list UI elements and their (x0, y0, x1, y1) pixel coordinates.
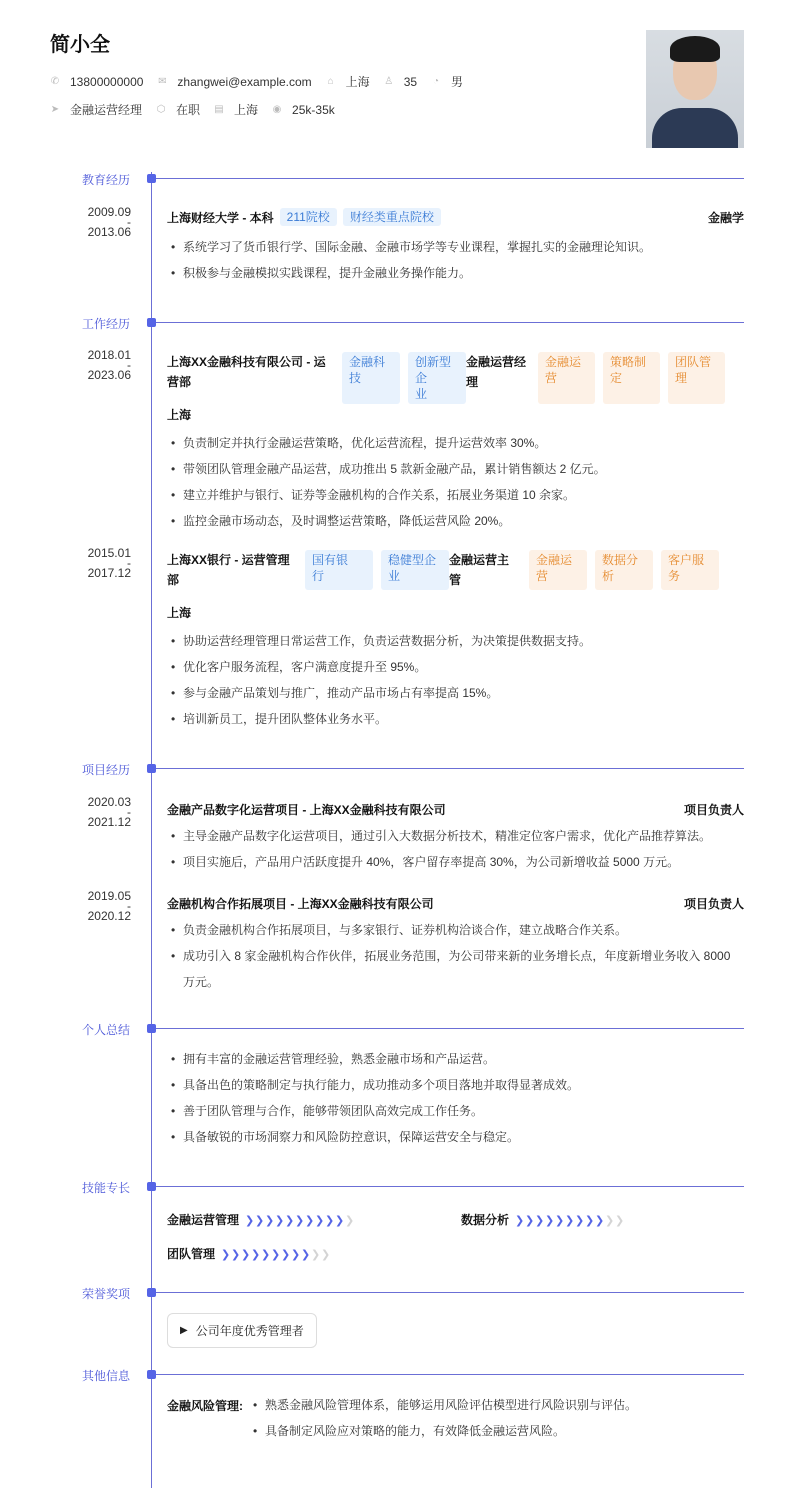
date-separator: - (127, 805, 131, 819)
tag-line: 金融运 (545, 355, 582, 369)
bullet-item: • 负责金融机构合作拓展项目，与多家银行、证券机构洽谈合作，建立战略合作关系。 (167, 917, 744, 943)
role-line: 理 (466, 375, 479, 389)
chevron-icon: ❯ (575, 1215, 583, 1228)
skill-tag (538, 352, 595, 404)
section-marker (147, 1024, 156, 1033)
chevron-icon: ❯ (615, 1215, 623, 1228)
chevron-icon: ❯ (291, 1249, 299, 1262)
skill-level-bar (221, 1248, 331, 1261)
end-date: 2017.12 (87, 566, 131, 580)
company-tag (305, 550, 373, 590)
tag-line: 营 (536, 569, 549, 583)
tag-line: 业 (388, 569, 401, 583)
company-tag (381, 550, 449, 590)
project-role: 项目负责人 (683, 897, 744, 911)
end-date: 2020.12 (87, 909, 131, 923)
bullet-item: • 优化客户服务流程，客户满意度提升至 95%。 (167, 654, 744, 680)
tag-line: 创新型企 (415, 355, 452, 385)
school-degree: 上海财经大学 - 本科 (167, 210, 274, 225)
tag-line: 策略制 (610, 355, 647, 369)
bullet-item: • 熟悉金融风险管理体系，能够运用风险评估模型进行风险识别与评估。 (249, 1392, 744, 1418)
skill-item (167, 1211, 355, 1228)
major: 金融学 (707, 210, 744, 225)
chevron-icon: ❯ (221, 1249, 229, 1262)
age: 35 (403, 74, 418, 89)
tag-line: 业 (415, 387, 428, 401)
bullet-item: • 建立并维护与银行、证券等金融机构的合作关系，拓展业务渠道 10 余家。 (167, 482, 744, 508)
company (167, 550, 297, 590)
section-title: 其他信息 (81, 1369, 130, 1383)
job-title: 金融运营经理 (70, 103, 143, 117)
chevron-icon: ❯ (315, 1215, 323, 1228)
school-tag: 211院校 (280, 208, 337, 226)
end-date: 2013.06 (87, 225, 131, 239)
tag-line: 团队管 (675, 355, 712, 369)
project-role: 项目负责人 (683, 803, 744, 817)
chevron-icon: ❯ (605, 1215, 613, 1228)
project-name: 金融机构合作拓展项目 - 上海XX金融科技有限公司 (167, 897, 434, 911)
gender: 男 (451, 75, 464, 89)
job-header (167, 550, 744, 590)
role-line: 管 (449, 573, 462, 587)
job-status: 在职 (176, 103, 201, 117)
section-title: 技能专长 (81, 1181, 130, 1195)
home-icon: ⌂ (327, 76, 334, 87)
bullet-list (167, 628, 744, 732)
tag-line: 务 (668, 569, 681, 583)
chevron-icon: ❯ (261, 1249, 269, 1262)
age-icon: ♙ (384, 76, 394, 87)
chevron-icon: ❯ (251, 1249, 259, 1262)
tag-line: 金融运 (536, 553, 573, 567)
chevron-icon: ❯ (275, 1215, 283, 1228)
project-header (167, 801, 744, 818)
bullet-item: • 负责制定并执行金融运营策略，优化运营流程，提升运营效率 30%。 (167, 430, 744, 456)
section-divider (151, 1292, 744, 1293)
tag-line: 析 (602, 569, 615, 583)
start-date: 2019.05 (87, 889, 131, 903)
bullet-list (249, 1392, 744, 1444)
job-city: 上海 (167, 408, 192, 422)
tag-line: 稳健型企 (388, 553, 437, 567)
location: 上海 (345, 75, 370, 89)
other-label: 金融风险管理: (167, 1399, 243, 1413)
building-icon: ▤ (214, 104, 224, 115)
job-city: 上海 (167, 606, 192, 620)
section-marker (147, 1288, 156, 1297)
date-range (60, 547, 131, 579)
date-range (60, 796, 131, 828)
section-title: 个人总结 (81, 1023, 130, 1037)
section-divider (151, 178, 744, 179)
chevron-icon: ❯ (241, 1249, 249, 1262)
section-marker (147, 174, 156, 183)
chevron-icon: ❯ (321, 1249, 329, 1262)
skill-tag (529, 550, 587, 590)
skill-level-bar (515, 1214, 625, 1227)
company-line: 部 (167, 573, 180, 587)
project-header (167, 895, 744, 912)
date-separator: - (127, 215, 131, 229)
chevron-icon: ❯ (555, 1215, 563, 1228)
chevron-icon: ❯ (545, 1215, 553, 1228)
chevron-icon: ❯ (325, 1215, 333, 1228)
chevron-icon: ❯ (345, 1215, 353, 1228)
chevron-icon: ❯ (515, 1215, 523, 1228)
chevron-icon: ❯ (311, 1249, 319, 1262)
chevron-icon: ❯ (525, 1215, 533, 1228)
bullet-list (167, 430, 744, 534)
tag-line: 数据分 (602, 553, 639, 567)
start-date: 2018.01 (87, 348, 131, 362)
skill-level-bar (245, 1214, 355, 1227)
skill-tag (603, 352, 660, 404)
chevron-icon: ❯ (595, 1215, 603, 1228)
tag-line: 客户服 (668, 553, 705, 567)
section-title: 工作经历 (81, 317, 130, 331)
skill-name: 数据分析 (461, 1213, 510, 1227)
tag-line: 技 (349, 371, 362, 385)
section-divider (151, 1028, 744, 1029)
job-role (466, 352, 530, 404)
tag-line: 国有银 (312, 553, 349, 567)
chevron-icon: ❯ (271, 1249, 279, 1262)
chevron-icon: ❯ (285, 1215, 293, 1228)
bullet-item: • 系统学习了货币银行学、国际金融、金融市场学等专业课程，掌握扎实的金融理论知识。 (167, 234, 744, 260)
bullet-item: • 培训新员工，提升团队整体业务水平。 (167, 706, 744, 732)
phone: 13800000000 (70, 74, 144, 89)
bullet-item: • 带领团队管理金融产品运营，成功推出 5 款新金融产品，累计销售额达 2 亿元。 (167, 456, 744, 482)
skill-tag (661, 550, 719, 590)
company-tag (342, 352, 400, 404)
resume-header (50, 28, 477, 118)
education-header (167, 208, 744, 226)
salary: 25k-35k (292, 102, 335, 117)
date-separator: - (127, 358, 131, 372)
bullet-item: • 协助运营经理管理日常运营工作，负责运营数据分析，为决策提供数据支持。 (167, 628, 744, 654)
gender-icon: ◔ (433, 76, 440, 87)
section-title: 项目经历 (81, 763, 130, 777)
end-date: 2023.06 (87, 368, 131, 382)
project-name: 金融产品数字化运营项目 - 上海XX金融科技有限公司 (167, 803, 446, 817)
section-divider (151, 768, 744, 769)
skill-item (461, 1211, 625, 1228)
chevron-icon: ❯ (281, 1249, 289, 1262)
bullet-list (167, 917, 744, 995)
avatar (646, 30, 744, 148)
section-divider (151, 1186, 744, 1187)
chevron-icon: ❯ (295, 1215, 303, 1228)
bullet-item: • 参与金融产品策划与推广，推动产品市场占有率提高 15%。 (167, 680, 744, 706)
target-city: 上海 (234, 103, 259, 117)
tag-line: 定 (610, 371, 623, 385)
company-line: 营部 (167, 375, 192, 389)
bullet-item: • 成功引入 8 家金融机构合作伙伴，拓展业务范围，为公司带来新的业务增长点，年度新增业务收入 8000 万元。 (167, 943, 744, 995)
chevron-icon: ❯ (255, 1215, 263, 1228)
date-range (60, 349, 131, 381)
chevron-icon: ❯ (231, 1249, 239, 1262)
end-date: 2021.12 (87, 815, 131, 829)
date-separator: - (127, 899, 131, 913)
date-range (60, 890, 131, 922)
section-marker (147, 1370, 156, 1379)
skill-tag (595, 550, 653, 590)
bullet-item: • 拥有丰富的金融运营管理经验，熟悉金融市场和产品运营。 (167, 1046, 744, 1072)
skill-item (167, 1245, 331, 1262)
send-icon: ➤ (50, 104, 60, 115)
candidate-name: 简小全 (50, 34, 110, 56)
role-line: 金融运营经 (466, 355, 527, 369)
triangle-icon: ▶ (180, 1325, 188, 1336)
company-tag (408, 352, 466, 404)
role-line: 金融运营主 (449, 553, 510, 567)
bullet-item: • 监控金融市场动态，及时调整运营策略，降低运营风险 20%。 (167, 508, 744, 534)
tag-line: 行 (312, 569, 325, 583)
bullet-list (167, 823, 744, 875)
company-line: 上海XX银行 - 运营管理 (167, 553, 290, 567)
chevron-icon: ❯ (535, 1215, 543, 1228)
email: zhangwei@example.com (177, 74, 312, 89)
mail-icon: ✉ (158, 76, 167, 87)
bullet-item: • 主导金融产品数字化运营项目，通过引入大数据分析技术，精准定位客户需求，优化产品推荐算法。 (167, 823, 744, 849)
date-range (60, 206, 131, 238)
section-marker (147, 764, 156, 773)
bullet-item: • 善于团队管理与合作，能够带领团队高效完成工作任务。 (167, 1098, 744, 1124)
honor-badge (167, 1313, 317, 1348)
school-tag: 财经类重点院校 (343, 208, 441, 226)
phone-icon: ✆ (50, 76, 60, 87)
section-title: 荣誉奖项 (81, 1287, 130, 1301)
section-marker (147, 1182, 156, 1191)
status-icon: ⬡ (156, 104, 166, 115)
salary-icon: ◉ (272, 104, 282, 115)
chevron-icon: ❯ (301, 1249, 309, 1262)
company-line: 上海XX金融科技有限公司 - 运 (167, 355, 326, 369)
skill-name: 金融运营管理 (167, 1213, 240, 1227)
company (167, 352, 334, 404)
bullet-item: • 积极参与金融模拟实践课程，提升金融业务操作能力。 (167, 260, 744, 286)
skill-name: 团队管理 (167, 1247, 216, 1261)
date-separator: - (127, 556, 131, 570)
bullet-item: • 具备制定风险应对策略的能力，有效降低金融运营风险。 (249, 1418, 744, 1444)
bullet-item: • 项目实施后，产品用户活跃度提升 40%，客户留存率提高 30%，为公司新增收益 5000 万元。 (167, 849, 744, 875)
job-header (167, 352, 744, 404)
section-divider (151, 322, 744, 323)
bullet-list (167, 234, 744, 286)
chevron-icon: ❯ (265, 1215, 273, 1228)
section-divider (151, 1374, 744, 1375)
bullet-list (167, 1046, 744, 1150)
tag-line: 理 (675, 371, 688, 385)
honor-name: 公司年度优秀管理者 (195, 1324, 304, 1338)
start-date: 2020.03 (87, 795, 131, 809)
chevron-icon: ❯ (585, 1215, 593, 1228)
tag-line: 金融科 (349, 355, 386, 369)
chevron-icon: ❯ (565, 1215, 573, 1228)
bullet-item: • 具备出色的策略制定与执行能力，成功推动多个项目落地并取得显著成效。 (167, 1072, 744, 1098)
chevron-icon: ❯ (335, 1215, 343, 1228)
job-role (449, 550, 521, 590)
skill-tag (668, 352, 725, 404)
chevron-icon: ❯ (245, 1215, 253, 1228)
section-marker (147, 318, 156, 327)
tag-line: 营 (545, 371, 558, 385)
start-date: 2009.09 (87, 205, 131, 219)
chevron-icon: ❯ (305, 1215, 313, 1228)
section-title: 教育经历 (81, 173, 130, 187)
bullet-item: • 具备敏锐的市场洞察力和风险防控意识，保障运营安全与稳定。 (167, 1124, 744, 1150)
start-date: 2015.01 (87, 546, 131, 560)
